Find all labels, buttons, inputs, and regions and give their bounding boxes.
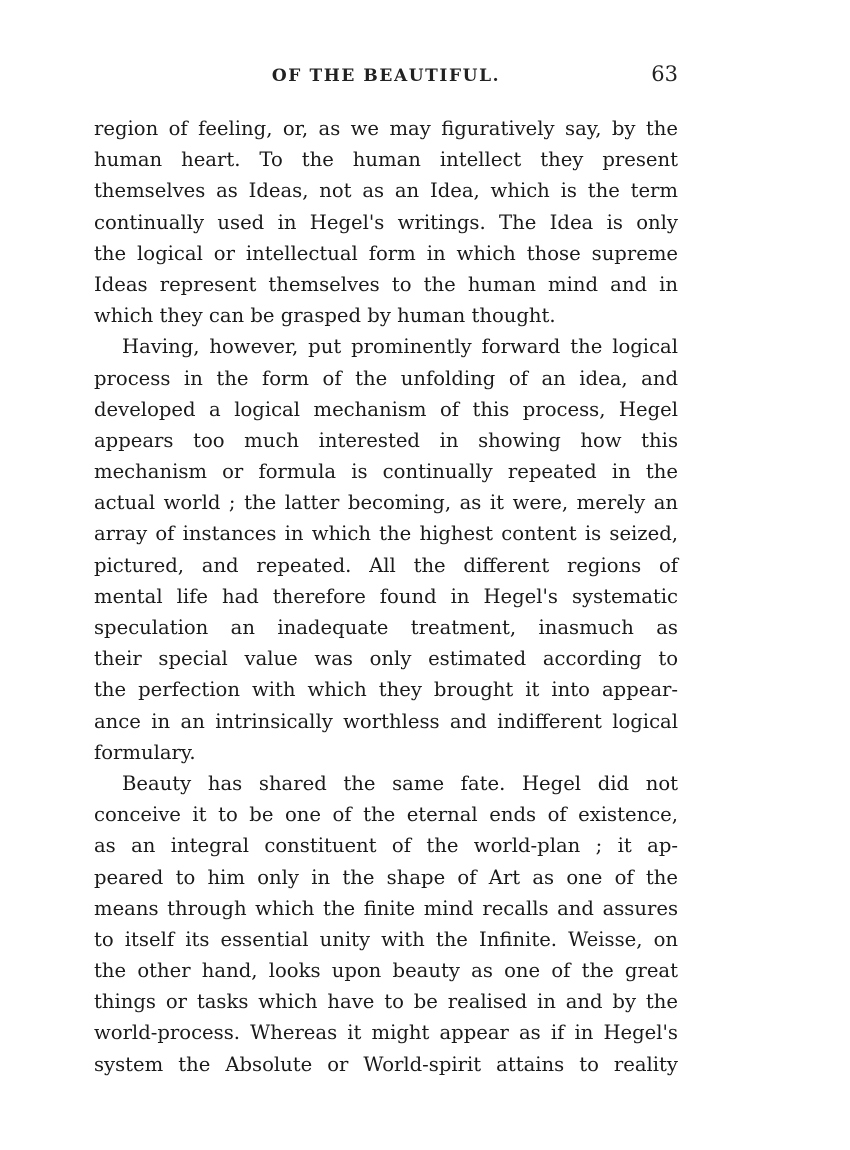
text-line: as an integral constituent of the world-plan ; it ap- <box>94 834 678 858</box>
text-line: region of feeling, or, as we may figuratively say, by the <box>94 117 678 140</box>
text-line: pictured, and repeated. All the different regions of <box>94 553 678 577</box>
text-line: which they can be grasped by human thought. <box>94 304 556 328</box>
text-line: to itself its essential unity with the Infinite. Weisse, on <box>94 927 678 951</box>
running-title: OF THE BEAUTIFUL. <box>271 66 501 86</box>
text-line: actual world ; the latter becoming, as it were, merely an <box>94 491 678 515</box>
text-line: speculation an inadequate treatment, inasmuch as <box>94 616 678 639</box>
text-line: process in the form of the unfolding of an idea, and <box>94 366 678 390</box>
text-line: continually used in Hegel's writings. The Idea is only <box>94 210 678 234</box>
text-line: peared to him only in the shape of Art as one of the <box>94 865 678 889</box>
text-line: Beauty has shared the same fate. Hegel did not <box>122 771 678 795</box>
text-line: the other hand, looks upon beauty as one of the great <box>94 959 678 983</box>
text-line: Ideas represent themselves to the human mind and in <box>94 272 678 296</box>
text-line: means through which the finite mind recalls and assures <box>94 896 678 920</box>
text-line: conceive it to be one of the eternal ends of existence, <box>94 803 678 827</box>
text-line: mechanism or formula is continually repeated in the <box>94 460 678 484</box>
page-number: 63 <box>651 62 678 86</box>
text-line: the logical or intellectual form in which those supreme <box>94 241 678 265</box>
text-line: array of instances in which the highest content is seized, <box>94 522 678 546</box>
text-line: developed a logical mechanism of this process, Hegel <box>94 397 678 421</box>
text-line: things or tasks which have to be realised in and by the <box>94 990 678 1014</box>
text-line: the perfection with which they brought it into appear- <box>94 678 678 702</box>
running-head <box>94 62 678 92</box>
text-line: ance in an intrinsically worthless and indifferent logical <box>94 709 678 733</box>
text-line: their special value was only estimated according to <box>94 647 678 671</box>
text-line: themselves as Ideas, not as an Idea, which is the term <box>94 179 678 203</box>
text-line: system the Absolute or World-spirit attains to reality <box>94 1052 678 1076</box>
body-text <box>94 113 678 1080</box>
text-line: world-process. Whereas it might appear as if in Hegel's <box>94 1021 678 1045</box>
text-line: Having, however, put prominently forward the logical <box>122 335 678 359</box>
text-line: mental life had therefore found in Hegel's systematic <box>94 584 678 608</box>
text-line: formulary. <box>94 740 196 764</box>
text-line: appears too much interested in showing how this <box>94 428 678 452</box>
text-line: human heart. To the human intellect they present <box>94 148 678 172</box>
